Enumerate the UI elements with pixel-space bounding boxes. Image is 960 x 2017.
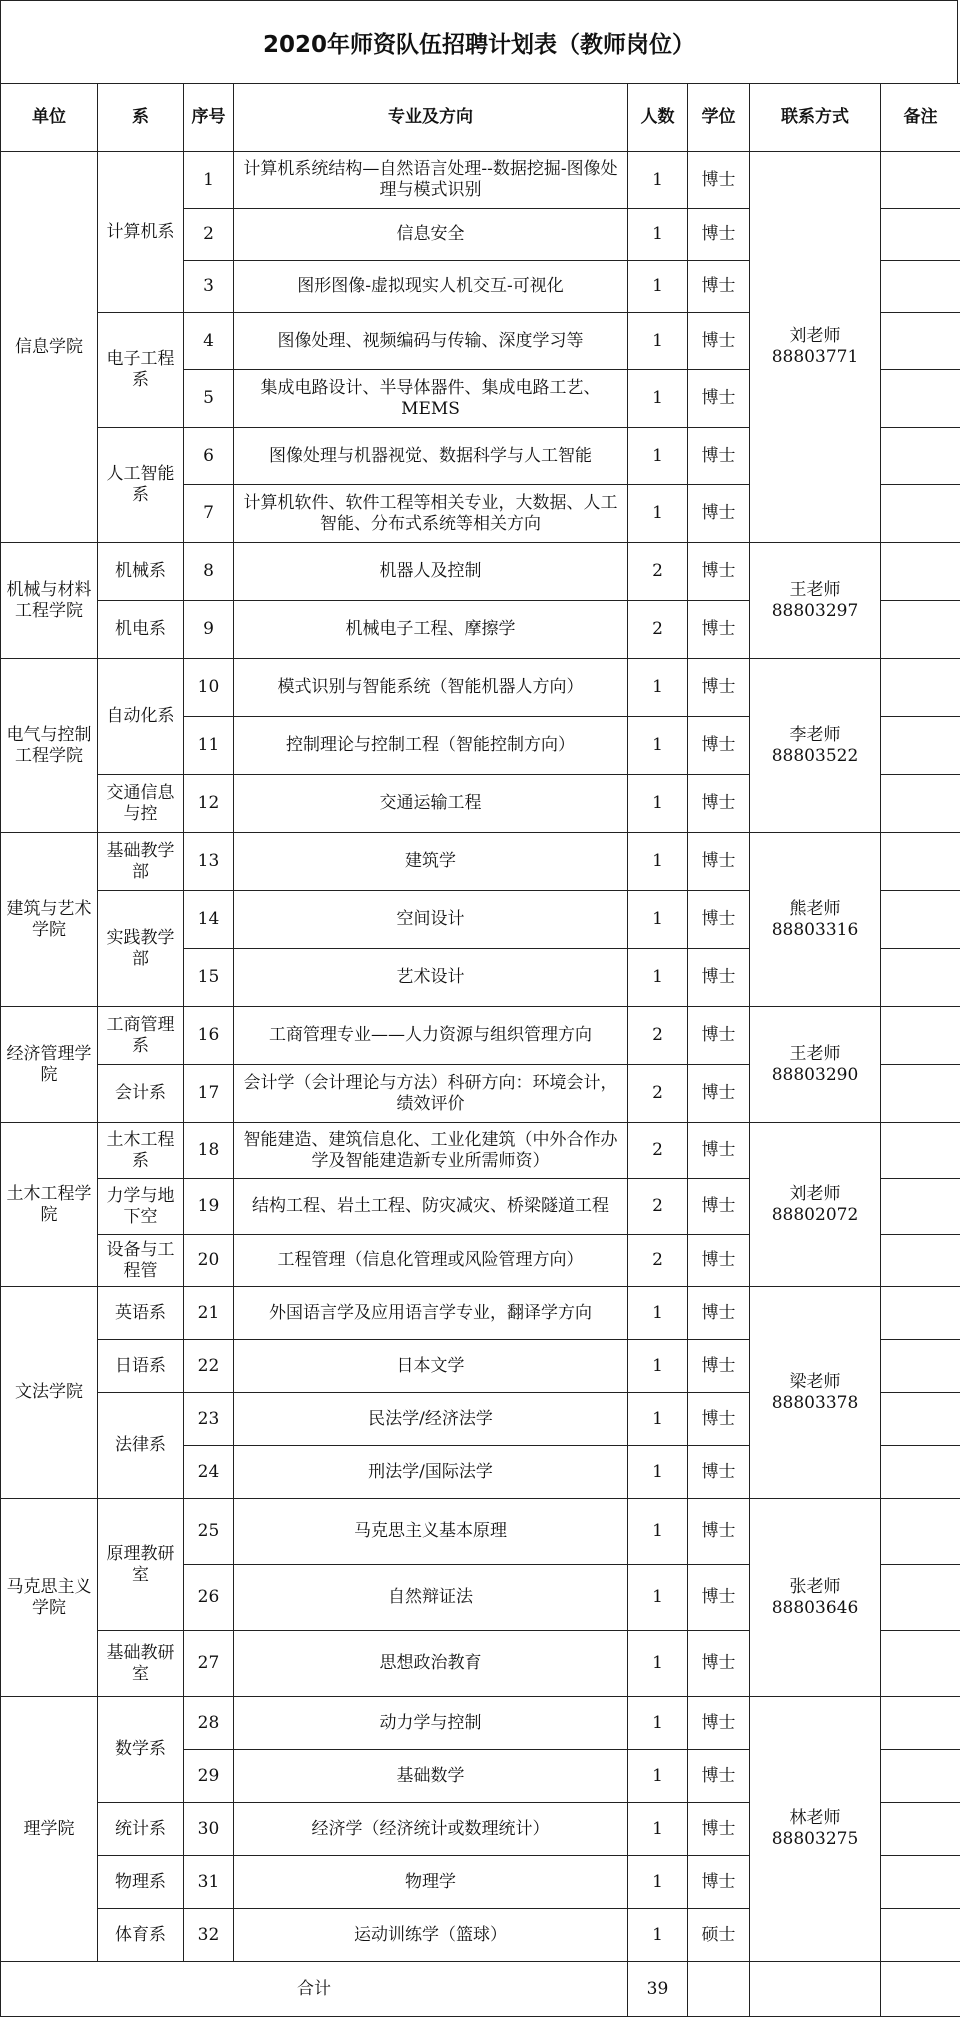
remark-cell — [881, 775, 960, 833]
degree-cell: 博士 — [688, 891, 750, 949]
degree-cell: 博士 — [688, 370, 750, 428]
major-cell: 智能建造、建筑信息化、工业化建筑（中外合作办学及智能建造新专业所需师资） — [234, 1123, 628, 1179]
header-dept: 系 — [98, 84, 184, 152]
remark-cell — [881, 209, 960, 261]
count-cell: 2 — [628, 1065, 688, 1123]
dept-cell: 土木工程系 — [98, 1123, 184, 1179]
remark-cell — [881, 1750, 960, 1803]
row-number: 4 — [184, 313, 234, 370]
row-number: 13 — [184, 833, 234, 891]
contact-phone: 88803297 — [754, 601, 876, 622]
table-row — [1, 833, 960, 891]
table-row — [1, 152, 960, 209]
count-cell: 2 — [628, 543, 688, 601]
major-cell: 思想政治教育 — [234, 1631, 628, 1697]
contact-name: 梁老师 — [754, 1372, 876, 1393]
major-cell: 图像处理与机器视觉、数据科学与人工智能 — [234, 428, 628, 485]
count-cell: 1 — [628, 1393, 688, 1446]
degree-cell: 博士 — [688, 209, 750, 261]
contact-phone: 88803646 — [754, 1598, 876, 1619]
contact-name: 王老师 — [754, 580, 876, 601]
count-cell: 1 — [628, 1631, 688, 1697]
remark-cell — [881, 1340, 960, 1393]
unit-cell: 土木工程学院 — [1, 1123, 98, 1287]
dept-cell: 机械系 — [98, 543, 184, 601]
major-cell: 民法学/经济法学 — [234, 1393, 628, 1446]
row-number: 15 — [184, 949, 234, 1007]
remark-cell — [881, 1235, 960, 1287]
row-number: 22 — [184, 1340, 234, 1393]
remark-cell — [881, 1123, 960, 1179]
degree-cell: 博士 — [688, 1856, 750, 1909]
remark-cell — [881, 313, 960, 370]
remark-cell — [881, 1803, 960, 1856]
count-cell: 1 — [628, 1856, 688, 1909]
remark-cell — [881, 1446, 960, 1499]
total-count: 39 — [628, 1962, 688, 2017]
dept-cell: 实践教学部 — [98, 891, 184, 1007]
contact-name: 林老师 — [754, 1808, 876, 1829]
count-cell: 1 — [628, 485, 688, 543]
major-cell: 工程管理（信息化管理或风险管理方向） — [234, 1235, 628, 1287]
row-number: 28 — [184, 1697, 234, 1750]
row-number: 1 — [184, 152, 234, 209]
contact-cell — [750, 659, 881, 833]
major-cell: 工商管理专业——人力资源与组织管理方向 — [234, 1007, 628, 1065]
header-degree: 学位 — [688, 84, 750, 152]
count-cell: 1 — [628, 775, 688, 833]
remark-cell — [881, 1565, 960, 1631]
remark-cell — [881, 485, 960, 543]
row-number: 7 — [184, 485, 234, 543]
contact-phone: 88803316 — [754, 920, 876, 941]
row-number: 29 — [184, 1750, 234, 1803]
row-number: 2 — [184, 209, 234, 261]
remark-cell — [881, 1499, 960, 1565]
row-number: 26 — [184, 1565, 234, 1631]
count-cell: 2 — [628, 1007, 688, 1065]
total-remark-blank — [881, 1962, 960, 2017]
remark-cell — [881, 601, 960, 659]
major-cell: 交通运输工程 — [234, 775, 628, 833]
table-row — [1, 1007, 960, 1065]
row-number: 9 — [184, 601, 234, 659]
row-number: 23 — [184, 1393, 234, 1446]
dept-cell: 交通信息与控 — [98, 775, 184, 833]
remark-cell — [881, 833, 960, 891]
major-cell: 外国语言学及应用语言学专业，翻译学方向 — [234, 1287, 628, 1340]
degree-cell: 博士 — [688, 1565, 750, 1631]
count-cell: 1 — [628, 152, 688, 209]
count-cell: 1 — [628, 313, 688, 370]
major-cell: 控制理论与控制工程（智能控制方向） — [234, 717, 628, 775]
degree-cell: 博士 — [688, 775, 750, 833]
count-cell: 1 — [628, 1287, 688, 1340]
contact-cell — [750, 1697, 881, 1962]
major-cell: 运动训练学（篮球） — [234, 1909, 628, 1962]
major-cell: 马克思主义基本原理 — [234, 1499, 628, 1565]
dept-cell: 设备与工程管 — [98, 1235, 184, 1287]
total-label: 合计 — [1, 1962, 628, 2017]
unit-cell: 理学院 — [1, 1697, 98, 1962]
degree-cell: 博士 — [688, 1803, 750, 1856]
row-number: 24 — [184, 1446, 234, 1499]
major-cell: 机器人及控制 — [234, 543, 628, 601]
dept-cell: 法律系 — [98, 1393, 184, 1499]
major-cell: 计算机软件、软件工程等相关专业，大数据、人工智能、分布式系统等相关方向 — [234, 485, 628, 543]
contact-cell — [750, 1123, 881, 1287]
degree-cell: 硕士 — [688, 1909, 750, 1962]
total-row — [1, 1962, 960, 2017]
dept-cell: 电子工程系 — [98, 313, 184, 428]
degree-cell: 博士 — [688, 949, 750, 1007]
contact-name: 刘老师 — [754, 1184, 876, 1205]
count-cell: 1 — [628, 949, 688, 1007]
contact-cell — [750, 1287, 881, 1499]
remark-cell — [881, 1287, 960, 1340]
row-number: 11 — [184, 717, 234, 775]
table-row — [1, 543, 960, 601]
row-number: 18 — [184, 1123, 234, 1179]
degree-cell: 博士 — [688, 1007, 750, 1065]
row-number: 8 — [184, 543, 234, 601]
major-cell: 机械电子工程、摩擦学 — [234, 601, 628, 659]
count-cell: 1 — [628, 891, 688, 949]
remark-cell — [881, 428, 960, 485]
count-cell: 1 — [628, 1340, 688, 1393]
dept-cell: 原理教研室 — [98, 1499, 184, 1631]
unit-cell: 电气与控制工程学院 — [1, 659, 98, 833]
header-count: 人数 — [628, 84, 688, 152]
header-no: 序号 — [184, 84, 234, 152]
contact-phone: 88803290 — [754, 1065, 876, 1086]
major-cell: 集成电路设计、半导体器件、集成电路工艺、MEMS — [234, 370, 628, 428]
count-cell: 1 — [628, 1499, 688, 1565]
degree-cell: 博士 — [688, 717, 750, 775]
dept-cell: 工商管理系 — [98, 1007, 184, 1065]
degree-cell: 博士 — [688, 1446, 750, 1499]
major-cell: 空间设计 — [234, 891, 628, 949]
contact-phone: 88803522 — [754, 746, 876, 767]
row-number: 10 — [184, 659, 234, 717]
row-number: 21 — [184, 1287, 234, 1340]
row-number: 32 — [184, 1909, 234, 1962]
table-row — [1, 1499, 960, 1565]
degree-cell: 博士 — [688, 1499, 750, 1565]
header-major: 专业及方向 — [234, 84, 628, 152]
unit-cell: 建筑与艺术学院 — [1, 833, 98, 1007]
degree-cell: 博士 — [688, 1065, 750, 1123]
dept-cell: 统计系 — [98, 1803, 184, 1856]
table-row — [1, 1123, 960, 1179]
degree-cell: 博士 — [688, 659, 750, 717]
table-row — [1, 1287, 960, 1340]
degree-cell: 博士 — [688, 1179, 750, 1235]
unit-cell: 文法学院 — [1, 1287, 98, 1499]
dept-cell: 物理系 — [98, 1856, 184, 1909]
count-cell: 1 — [628, 717, 688, 775]
remark-cell — [881, 1909, 960, 1962]
contact-cell — [750, 833, 881, 1007]
remark-cell — [881, 543, 960, 601]
major-cell: 信息安全 — [234, 209, 628, 261]
degree-cell: 博士 — [688, 543, 750, 601]
remark-cell — [881, 949, 960, 1007]
row-number: 31 — [184, 1856, 234, 1909]
dept-cell: 基础教学部 — [98, 833, 184, 891]
remark-cell — [881, 152, 960, 209]
contact-phone: 88803275 — [754, 1829, 876, 1850]
degree-cell: 博士 — [688, 833, 750, 891]
contact-name: 李老师 — [754, 725, 876, 746]
count-cell: 2 — [628, 1235, 688, 1287]
row-number: 3 — [184, 261, 234, 313]
degree-cell: 博士 — [688, 1750, 750, 1803]
contact-phone: 88803378 — [754, 1393, 876, 1414]
contact-cell — [750, 1499, 881, 1697]
degree-cell: 博士 — [688, 1287, 750, 1340]
remark-cell — [881, 261, 960, 313]
major-cell: 模式识别与智能系统（智能机器人方向） — [234, 659, 628, 717]
row-number: 30 — [184, 1803, 234, 1856]
unit-cell: 马克思主义学院 — [1, 1499, 98, 1697]
contact-phone: 88803771 — [754, 347, 876, 368]
major-cell: 物理学 — [234, 1856, 628, 1909]
degree-cell: 博士 — [688, 1123, 750, 1179]
major-cell: 会计学（会计理论与方法）科研方向：环境会计，绩效评价 — [234, 1065, 628, 1123]
degree-cell: 博士 — [688, 601, 750, 659]
count-cell: 1 — [628, 833, 688, 891]
count-cell: 1 — [628, 1565, 688, 1631]
dept-cell: 体育系 — [98, 1909, 184, 1962]
count-cell: 1 — [628, 1750, 688, 1803]
remark-cell — [881, 891, 960, 949]
remark-cell — [881, 717, 960, 775]
row-number: 14 — [184, 891, 234, 949]
degree-cell: 博士 — [688, 152, 750, 209]
degree-cell: 博士 — [688, 1697, 750, 1750]
count-cell: 2 — [628, 601, 688, 659]
count-cell: 1 — [628, 261, 688, 313]
row-number: 19 — [184, 1179, 234, 1235]
contact-phone: 88802072 — [754, 1205, 876, 1226]
count-cell: 1 — [628, 1446, 688, 1499]
unit-cell: 信息学院 — [1, 152, 98, 543]
header-row — [1, 84, 960, 152]
remark-cell — [881, 1697, 960, 1750]
count-cell: 1 — [628, 209, 688, 261]
dept-cell: 机电系 — [98, 601, 184, 659]
header-unit: 单位 — [1, 84, 98, 152]
count-cell: 1 — [628, 428, 688, 485]
row-number: 5 — [184, 370, 234, 428]
row-number: 27 — [184, 1631, 234, 1697]
major-cell: 基础数学 — [234, 1750, 628, 1803]
degree-cell: 博士 — [688, 1340, 750, 1393]
header-remark: 备注 — [881, 84, 960, 152]
dept-cell: 数学系 — [98, 1697, 184, 1803]
total-contact-blank — [750, 1962, 881, 2017]
major-cell: 图像处理、视频编码与传输、深度学习等 — [234, 313, 628, 370]
degree-cell: 博士 — [688, 1235, 750, 1287]
dept-cell: 自动化系 — [98, 659, 184, 775]
degree-cell: 博士 — [688, 1631, 750, 1697]
table-row — [1, 1697, 960, 1750]
remark-cell — [881, 1393, 960, 1446]
count-cell: 2 — [628, 1123, 688, 1179]
unit-cell: 经济管理学院 — [1, 1007, 98, 1123]
degree-cell: 博士 — [688, 428, 750, 485]
degree-cell: 博士 — [688, 1393, 750, 1446]
major-cell: 经济学（经济统计或数理统计） — [234, 1803, 628, 1856]
remark-cell — [881, 1007, 960, 1065]
page-title: 2020年师资队伍招聘计划表（教师岗位） — [0, 0, 958, 84]
major-cell: 建筑学 — [234, 833, 628, 891]
major-cell: 自然辩证法 — [234, 1565, 628, 1631]
major-cell: 计算机系统结构—自然语言处理--数据挖掘-图像处理与模式识别 — [234, 152, 628, 209]
dept-cell: 英语系 — [98, 1287, 184, 1340]
total-degree-blank — [688, 1962, 750, 2017]
contact-name: 熊老师 — [754, 899, 876, 920]
remark-cell — [881, 659, 960, 717]
contact-cell — [750, 543, 881, 659]
remark-cell — [881, 1856, 960, 1909]
count-cell: 2 — [628, 1179, 688, 1235]
major-cell: 动力学与控制 — [234, 1697, 628, 1750]
row-number: 12 — [184, 775, 234, 833]
table-row — [1, 659, 960, 717]
degree-cell: 博士 — [688, 261, 750, 313]
contact-cell — [750, 1007, 881, 1123]
row-number: 16 — [184, 1007, 234, 1065]
row-number: 17 — [184, 1065, 234, 1123]
major-cell: 日本文学 — [234, 1340, 628, 1393]
contact-name: 刘老师 — [754, 326, 876, 347]
count-cell: 1 — [628, 370, 688, 428]
degree-cell: 博士 — [688, 313, 750, 370]
row-number: 20 — [184, 1235, 234, 1287]
dept-cell: 会计系 — [98, 1065, 184, 1123]
recruitment-table — [0, 83, 960, 2017]
major-cell: 刑法学/国际法学 — [234, 1446, 628, 1499]
major-cell: 图形图像-虚拟现实人机交互-可视化 — [234, 261, 628, 313]
dept-cell: 力学与地下空 — [98, 1179, 184, 1235]
count-cell: 1 — [628, 1697, 688, 1750]
count-cell: 1 — [628, 1909, 688, 1962]
major-cell: 结构工程、岩土工程、防灾减灾、桥梁隧道工程 — [234, 1179, 628, 1235]
dept-cell: 人工智能系 — [98, 428, 184, 543]
remark-cell — [881, 370, 960, 428]
remark-cell — [881, 1179, 960, 1235]
count-cell: 1 — [628, 659, 688, 717]
header-contact: 联系方式 — [750, 84, 881, 152]
dept-cell: 基础教研室 — [98, 1631, 184, 1697]
contact-cell — [750, 152, 881, 543]
contact-name: 张老师 — [754, 1577, 876, 1598]
unit-cell: 机械与材料工程学院 — [1, 543, 98, 659]
row-number: 25 — [184, 1499, 234, 1565]
contact-name: 王老师 — [754, 1044, 876, 1065]
remark-cell — [881, 1631, 960, 1697]
dept-cell: 日语系 — [98, 1340, 184, 1393]
degree-cell: 博士 — [688, 485, 750, 543]
row-number: 6 — [184, 428, 234, 485]
remark-cell — [881, 1065, 960, 1123]
major-cell: 艺术设计 — [234, 949, 628, 1007]
count-cell: 1 — [628, 1803, 688, 1856]
dept-cell: 计算机系 — [98, 152, 184, 313]
